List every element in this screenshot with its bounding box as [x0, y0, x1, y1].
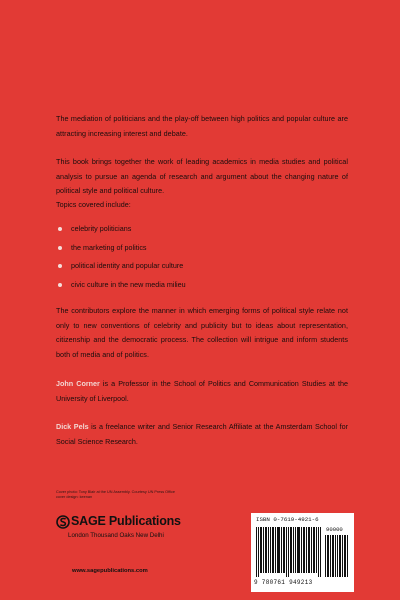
list-item — [56, 259, 186, 278]
barcode-icon — [256, 527, 322, 577]
author-name: John Corner — [56, 379, 100, 388]
publisher-cities: London Thousand Oaks New Delhi — [68, 532, 164, 539]
sage-logo-icon — [56, 515, 70, 529]
barcode — [251, 513, 354, 592]
design-credit: cover design: keenan — [56, 495, 93, 500]
isbn-number: ISBN 0-7619-4921-6 — [256, 516, 319, 523]
list-item — [56, 222, 186, 241]
description-paragraph: This book brings together the work of leading academics in media studies and political analysis to pursue an agenda of research and argument about the changing nature of political style and political culture. — [56, 157, 348, 195]
publisher-logo — [56, 514, 186, 554]
list-item — [56, 278, 186, 297]
cover-credits — [56, 490, 175, 501]
author-name: Dick Pels — [56, 422, 89, 431]
intro-paragraph: The mediation of politicians and the play-off between high politics and popular culture are attracting increasing interest and debate. — [56, 114, 348, 138]
topics-label: Topics covered include: — [56, 200, 131, 209]
publisher-name: SAGE Publications — [71, 514, 181, 528]
price-supplement: 90000 — [326, 526, 343, 533]
bullet-dot-icon — [58, 283, 62, 287]
publisher-website: www.sagepublications.com — [72, 568, 148, 574]
author-bio-text: is a Professor in the School of Politics and Communication Studies at the University of Liverpool. — [56, 379, 348, 403]
bullet-dot-icon — [58, 227, 62, 231]
bullet-dot-icon — [58, 264, 62, 268]
contributors-paragraph: The contributors explore the manner in which emerging forms of political style relate not only to new conventions of celebrity and publicity but to ideas about representation, citizenship and the democratic process. The collection will intrigue and inform students both of media and of politics. — [56, 306, 348, 359]
topic-text: the marketing of politics — [71, 242, 147, 252]
topics-list — [56, 222, 186, 297]
topic-text: civic culture in the new media milieu — [71, 280, 186, 290]
bullet-dot-icon — [58, 246, 62, 250]
topic-text: political identity and popular culture — [71, 261, 184, 271]
topic-text: celebrity politicians — [71, 224, 132, 233]
author-bio — [56, 420, 348, 449]
photo-credit: Cover photo: Tony Blair at the UN Assembly. Courtesy UN Press Office — [56, 490, 176, 494]
author-bio-text: is a freelance writer and Senior Research Affiliate at the Amsterdam School for Social Science Research. — [56, 422, 348, 446]
ean-number: 9 780761 949213 — [254, 579, 313, 586]
author-bio — [56, 377, 348, 406]
list-item — [56, 241, 186, 260]
barcode-supplement-icon — [325, 535, 349, 577]
